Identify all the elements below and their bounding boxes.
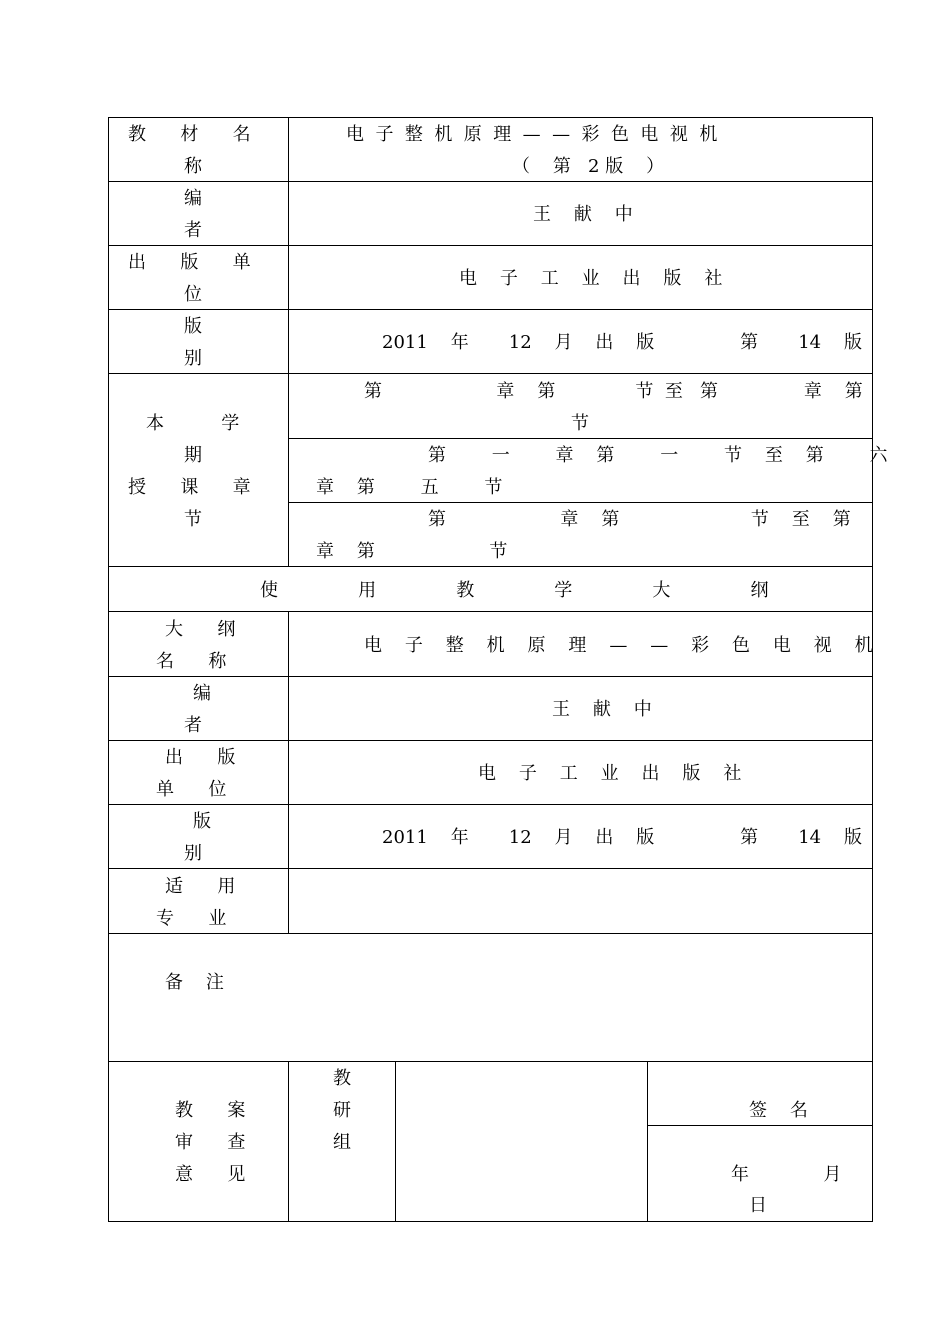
- textbook-edition-label: 版: [184, 316, 202, 337]
- textbook-name-label: 称: [184, 156, 202, 177]
- chapters-label: 节: [184, 509, 202, 530]
- table-divider: [288, 611, 289, 934]
- review-label: 教 案: [175, 1100, 246, 1121]
- review-label: 审 查: [175, 1132, 246, 1153]
- table-divider: [108, 181, 873, 182]
- chapters-row-2: 第 一 章 第 一 节 至 第 六: [428, 445, 888, 466]
- syllabus-name-label: 大 纲: [165, 619, 236, 640]
- syllabus-name-value: 电 子 整 机 原 理 — — 彩 色 电 视 机: [364, 635, 873, 656]
- major-label: 专 业: [156, 908, 227, 929]
- table-border: [108, 117, 109, 1222]
- table-divider: [108, 373, 873, 374]
- date-label: 年 月: [731, 1164, 842, 1185]
- syllabus-editor-value: 王 献 中: [552, 699, 652, 720]
- table-divider: [288, 1061, 289, 1222]
- textbook-publisher-label: 位: [184, 284, 202, 305]
- table-border: [872, 117, 873, 1222]
- syllabus-edition-label: 版: [193, 811, 211, 832]
- chapters-row-1: 第 章 第 节 至 第 章 第: [364, 381, 863, 402]
- research-group-label: 研: [333, 1100, 351, 1121]
- syllabus-publisher-label: 出 版: [165, 747, 236, 768]
- table-divider: [108, 611, 873, 612]
- chapters-row-3: 章 第 节: [316, 541, 508, 562]
- syllabus-editor-label: 者: [184, 715, 202, 736]
- table-divider: [108, 868, 873, 869]
- textbook-edition-value: 2011 年 12 月 出 版 第 14 版: [382, 332, 862, 353]
- syllabus-editor-label: 编: [193, 683, 211, 704]
- chapters-label: 本 学: [146, 413, 240, 434]
- chapters-label: 授 课 章: [128, 477, 251, 498]
- syllabus-edition-label: 别: [184, 843, 202, 864]
- textbook-editor-value: 王 献 中: [533, 204, 633, 225]
- chapters-row-3: 第 章 第 节 至 第: [428, 509, 851, 530]
- table-divider: [395, 1061, 396, 1222]
- textbook-name-label: 教 材 名: [128, 124, 251, 145]
- remarks-label: 备 注: [165, 972, 224, 993]
- research-group-label: 组: [333, 1132, 351, 1153]
- major-label: 适 用: [165, 876, 236, 897]
- review-label: 意 见: [175, 1164, 246, 1185]
- textbook-edition-label: 别: [184, 348, 202, 369]
- textbook-name-value: （ 第 2 版 ）: [512, 156, 665, 177]
- research-group-label: 教: [333, 1068, 351, 1089]
- table-divider: [108, 309, 873, 310]
- chapters-row-2: 章 第 五 节: [316, 477, 503, 498]
- table-border: [108, 117, 873, 118]
- syllabus-publisher-label: 单 位: [156, 779, 227, 800]
- textbook-publisher-label: 出 版 单: [128, 252, 251, 273]
- textbook-name-value: 电 子 整 机 原 理 — — 彩 色 电 视 机: [346, 124, 718, 145]
- table-divider: [288, 117, 289, 567]
- table-divider: [108, 1061, 873, 1062]
- textbook-editor-label: 编: [184, 188, 202, 209]
- table-divider: [108, 740, 873, 741]
- syllabus-name-label: 名 称: [156, 651, 227, 672]
- chapters-label: 期: [184, 445, 202, 466]
- table-divider: [108, 245, 873, 246]
- date-label: 日: [749, 1195, 767, 1216]
- syllabus-section-title: 使 用 教 学 大 纲: [260, 580, 769, 601]
- syllabus-publisher-value: 电 子 工 业 出 版 社: [478, 763, 742, 784]
- signature-label: 签 名: [749, 1100, 808, 1121]
- syllabus-edition-value: 2011 年 12 月 出 版 第 14 版: [382, 827, 862, 848]
- chapters-row-1: 节: [571, 413, 589, 434]
- table-divider: [647, 1061, 648, 1222]
- textbook-editor-label: 者: [184, 220, 202, 241]
- textbook-publisher-value: 电 子 工 业 出 版 社: [459, 268, 723, 289]
